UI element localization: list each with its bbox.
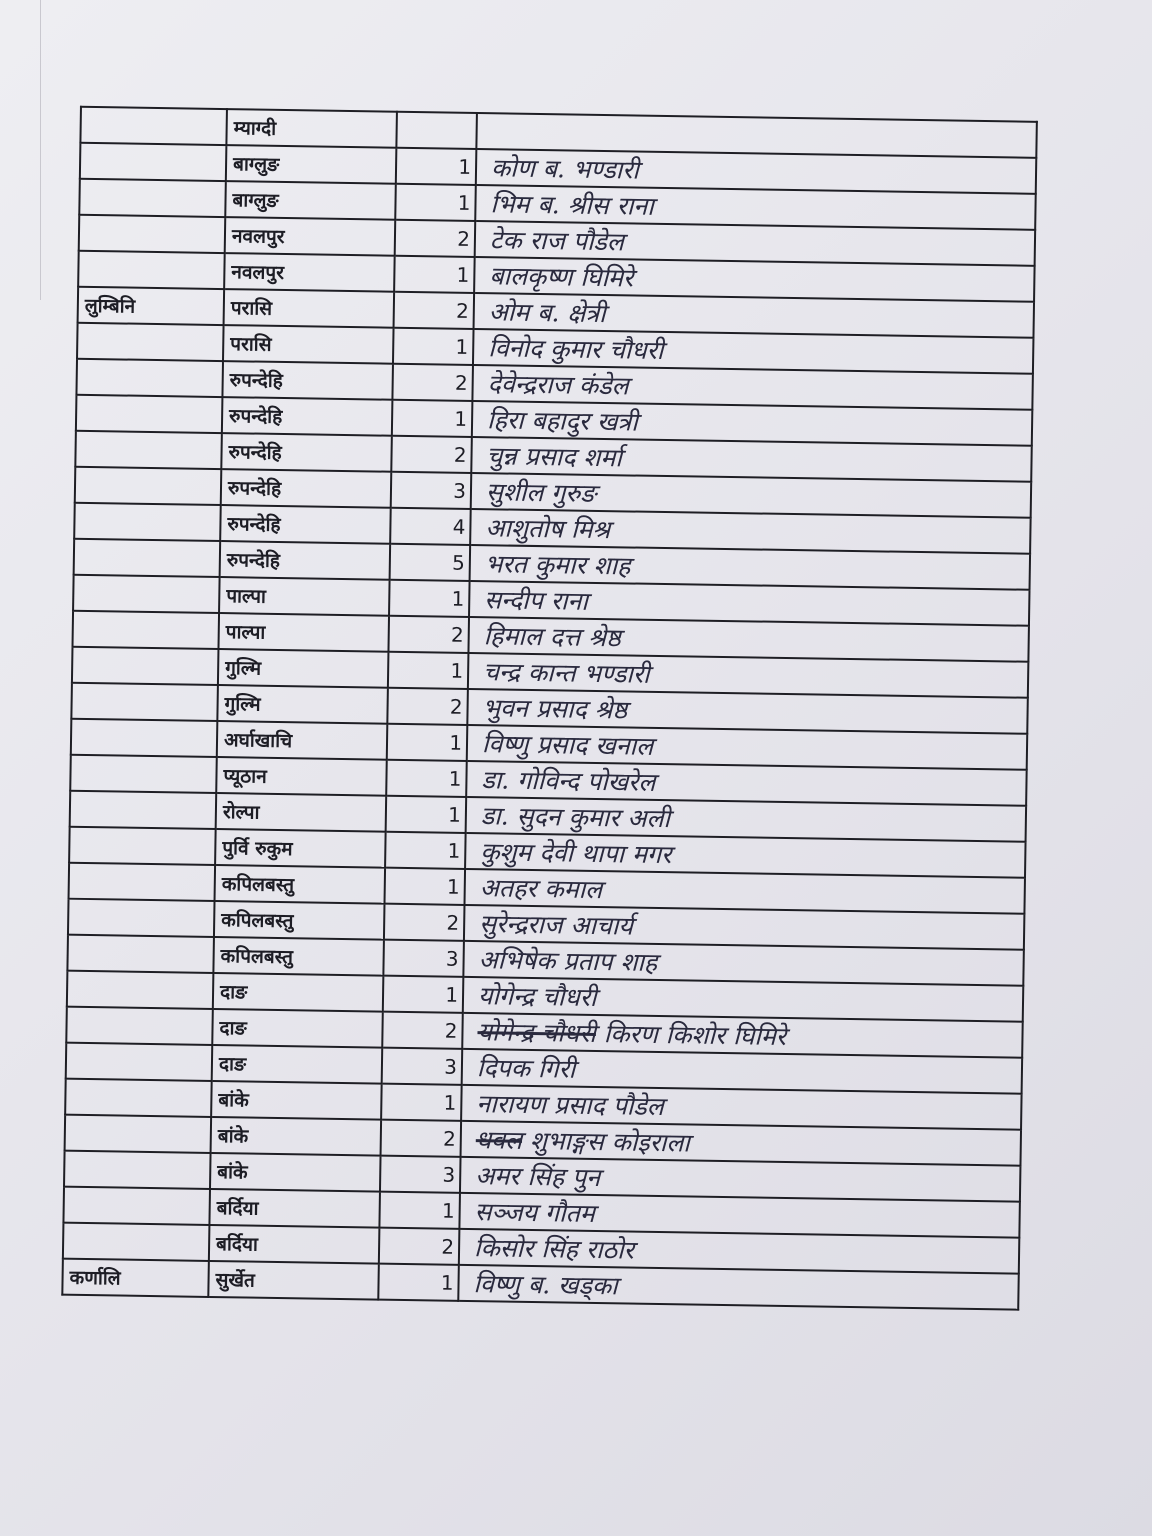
seat-number-cell: 1 bbox=[388, 651, 469, 688]
seat-number-cell: 1 bbox=[393, 327, 474, 364]
province-cell bbox=[69, 862, 216, 900]
district-cell: अर्घाखाचि bbox=[217, 721, 388, 760]
candidate-name: दिपक गिरी bbox=[476, 1052, 576, 1084]
seat-number-cell: 1 bbox=[386, 759, 467, 796]
seat-number-cell: 1 bbox=[396, 147, 477, 184]
seat-number-cell: 1 bbox=[387, 723, 468, 760]
candidate-name: सुरेन्द्रराज आचार्य bbox=[478, 908, 634, 941]
seat-number-cell: 2 bbox=[381, 1119, 462, 1156]
candidate-table-body bbox=[62, 107, 1037, 1309]
seat-number-cell: 5 bbox=[390, 543, 471, 580]
province-cell bbox=[75, 466, 222, 504]
candidate-name: हिरा बहादुर खत्री bbox=[486, 404, 638, 437]
seat-number-cell: 2 bbox=[395, 219, 476, 256]
province-cell bbox=[74, 502, 221, 540]
province-cell: लुम्बिनि bbox=[78, 286, 225, 324]
candidate-name: देवेन्द्रराज कंडेल bbox=[487, 368, 629, 400]
district-cell: बांके bbox=[211, 1116, 382, 1155]
candidate-name: बालकृष्ण घिमिरे bbox=[489, 260, 634, 292]
candidate-name-cell bbox=[458, 1264, 1018, 1309]
district-cell: पाल्पा bbox=[219, 577, 390, 616]
province-cell bbox=[71, 718, 218, 756]
candidate-name: चुन्न प्रसाद शर्मा bbox=[486, 440, 623, 472]
candidate-name: किसोर सिंह राठोर bbox=[473, 1232, 635, 1265]
province-cell bbox=[65, 1114, 212, 1152]
seat-number-cell: 1 bbox=[394, 255, 475, 292]
province-cell bbox=[76, 358, 223, 396]
struck-out-text: योगेन्द्र चौधरी bbox=[477, 1016, 597, 1048]
province-cell bbox=[63, 1186, 210, 1224]
province-cell bbox=[73, 574, 220, 612]
district-cell: पाल्पा bbox=[218, 613, 389, 652]
seat-number-cell: 1 bbox=[379, 1191, 460, 1228]
struck-out-text: धवल bbox=[475, 1124, 523, 1155]
province-cell bbox=[66, 1006, 213, 1044]
seat-number-cell: 1 bbox=[385, 867, 466, 904]
seat-number-cell: 1 bbox=[395, 183, 476, 220]
district-cell: बाग्लुङ bbox=[225, 181, 396, 220]
district-cell: रुपन्देहि bbox=[222, 361, 393, 400]
district-cell: रुपन्देहि bbox=[220, 541, 391, 580]
seat-number-cell: 1 bbox=[389, 579, 470, 616]
province-cell bbox=[66, 1042, 213, 1080]
province-cell bbox=[67, 934, 214, 972]
seat-number-cell: 2 bbox=[382, 1011, 463, 1048]
district-cell: बांके bbox=[210, 1152, 381, 1191]
district-cell: दाङ bbox=[213, 972, 384, 1011]
province-cell bbox=[72, 646, 219, 684]
district-cell: बर्दिया bbox=[209, 1224, 380, 1263]
district-cell: दाङ bbox=[212, 1044, 383, 1083]
candidate-name: डा. सुदन कुमार अली bbox=[480, 800, 671, 833]
district-cell: सुर्खेत bbox=[208, 1260, 379, 1299]
seat-number-cell: 3 bbox=[380, 1155, 461, 1192]
district-cell: पुर्वि रुकुम bbox=[215, 829, 386, 868]
seat-number-cell: 4 bbox=[390, 507, 471, 544]
district-cell: कपिलबस्तु bbox=[213, 936, 384, 975]
candidate-name: अमर सिंह पुन bbox=[475, 1160, 601, 1192]
seat-number-cell: 2 bbox=[392, 363, 473, 400]
seat-number-cell: 1 bbox=[381, 1083, 462, 1120]
province-cell bbox=[70, 790, 217, 828]
district-cell: कपिलबस्तु bbox=[215, 865, 386, 904]
district-cell: रुपन्देहि bbox=[221, 469, 392, 508]
district-cell: बांके bbox=[211, 1080, 382, 1119]
province-cell bbox=[76, 394, 223, 432]
seat-number-cell: 1 bbox=[392, 399, 473, 436]
province-cell bbox=[71, 682, 218, 720]
province-cell bbox=[64, 1150, 211, 1188]
seat-number-cell: 1 bbox=[385, 831, 466, 868]
province-cell bbox=[80, 142, 227, 180]
province-cell bbox=[79, 214, 226, 252]
province-cell bbox=[79, 178, 226, 216]
province-cell bbox=[78, 250, 225, 288]
province-cell bbox=[69, 826, 216, 864]
province-cell bbox=[74, 538, 221, 576]
candidate-name: सुशील गुरुङ bbox=[485, 476, 597, 508]
candidate-table bbox=[61, 106, 1038, 1310]
district-cell: नवलपुर bbox=[224, 253, 395, 292]
candidate-name: अतहर कमाल bbox=[479, 872, 603, 904]
seat-number-cell: 2 bbox=[391, 435, 472, 472]
seat-number-cell: 3 bbox=[382, 1047, 463, 1084]
district-cell: रुपन्देहि bbox=[221, 433, 392, 472]
district-cell: दाङ bbox=[212, 1008, 383, 1047]
district-cell: रोल्पा bbox=[216, 793, 387, 832]
candidate-name: सन्दीप राना bbox=[484, 584, 589, 616]
seat-number-cell: 2 bbox=[379, 1227, 460, 1264]
district-cell: गुल्मि bbox=[218, 649, 389, 688]
district-cell: रुपन्देहि bbox=[220, 505, 391, 544]
seat-number-cell: 2 bbox=[388, 615, 469, 652]
district-cell: कपिलबस्तु bbox=[214, 900, 385, 939]
district-cell: म्याग्दी bbox=[226, 109, 397, 147]
district-cell: परासि bbox=[223, 325, 394, 364]
district-cell: प्यूठान bbox=[216, 757, 387, 796]
candidate-name: ओम ब. क्षेत्री bbox=[488, 296, 606, 328]
province-cell: कर्णालि bbox=[62, 1258, 209, 1296]
candidate-name: किरण किशोर घिमिरे bbox=[603, 1018, 787, 1051]
candidate-name: अभिषेक प्रताप शाह bbox=[478, 944, 658, 977]
candidate-name: योगेन्द्र चौधरी bbox=[477, 980, 597, 1012]
seat-number-cell: 3 bbox=[391, 471, 472, 508]
candidate-name: हिमाल दत्त श्रेष्ठ bbox=[483, 620, 621, 652]
province-cell bbox=[75, 430, 222, 468]
seat-number-cell: 1 bbox=[378, 1263, 459, 1300]
candidate-name: विष्णु ब. खड्का bbox=[473, 1268, 618, 1300]
candidate-name: शुभाङ्गस कोइराला bbox=[529, 1125, 691, 1157]
province-cell bbox=[77, 322, 224, 360]
candidate-name: चन्द्र कान्त भण्डारी bbox=[482, 656, 650, 689]
candidate-name: टेक राज पौडेल bbox=[489, 224, 625, 256]
seat-number-cell: 2 bbox=[384, 903, 465, 940]
candidate-name: डा. गोविन्द पोखरेल bbox=[481, 764, 656, 797]
seat-number-cell bbox=[396, 112, 477, 149]
candidate-name: विष्णु प्रसाद खनाल bbox=[481, 728, 654, 761]
seat-number-cell: 1 bbox=[386, 795, 467, 832]
seat-number-cell: 3 bbox=[383, 939, 464, 976]
district-cell: बाग्लुङ bbox=[226, 145, 397, 184]
candidate-name: आशुतोष मिश्र bbox=[485, 512, 611, 544]
candidate-name: कोण ब. भण्डारी bbox=[490, 152, 640, 185]
candidate-name: भरत कुमार शाह bbox=[484, 548, 631, 580]
document-page bbox=[10, 105, 1120, 1402]
province-cell bbox=[67, 970, 214, 1008]
district-cell: परासि bbox=[224, 289, 395, 328]
candidate-name: भिम ब. श्रीस राना bbox=[490, 188, 654, 221]
seat-number-cell: 2 bbox=[387, 687, 468, 724]
province-cell bbox=[63, 1222, 210, 1260]
province-cell bbox=[70, 754, 217, 792]
candidate-name: कुशुम देवी थापा मगर bbox=[480, 836, 672, 869]
candidate-name: सञ्जय गौतम bbox=[474, 1196, 596, 1228]
seat-number-cell: 2 bbox=[394, 291, 475, 328]
district-cell: बर्दिया bbox=[209, 1188, 380, 1227]
candidate-name: भुवन प्रसाद श्रेष्ठ bbox=[482, 692, 628, 724]
district-cell: नवलपुर bbox=[225, 217, 396, 256]
district-cell: गुल्मि bbox=[217, 685, 388, 724]
seat-number-cell: 1 bbox=[383, 975, 464, 1012]
province-cell bbox=[73, 610, 220, 648]
district-cell: रुपन्देहि bbox=[222, 397, 393, 436]
province-cell bbox=[68, 898, 215, 936]
province-cell bbox=[80, 107, 227, 145]
candidate-name: नारायण प्रसाद पौडेल bbox=[476, 1088, 664, 1121]
candidate-name: विनोद कुमार चौधरी bbox=[488, 332, 664, 365]
province-cell bbox=[65, 1078, 212, 1116]
